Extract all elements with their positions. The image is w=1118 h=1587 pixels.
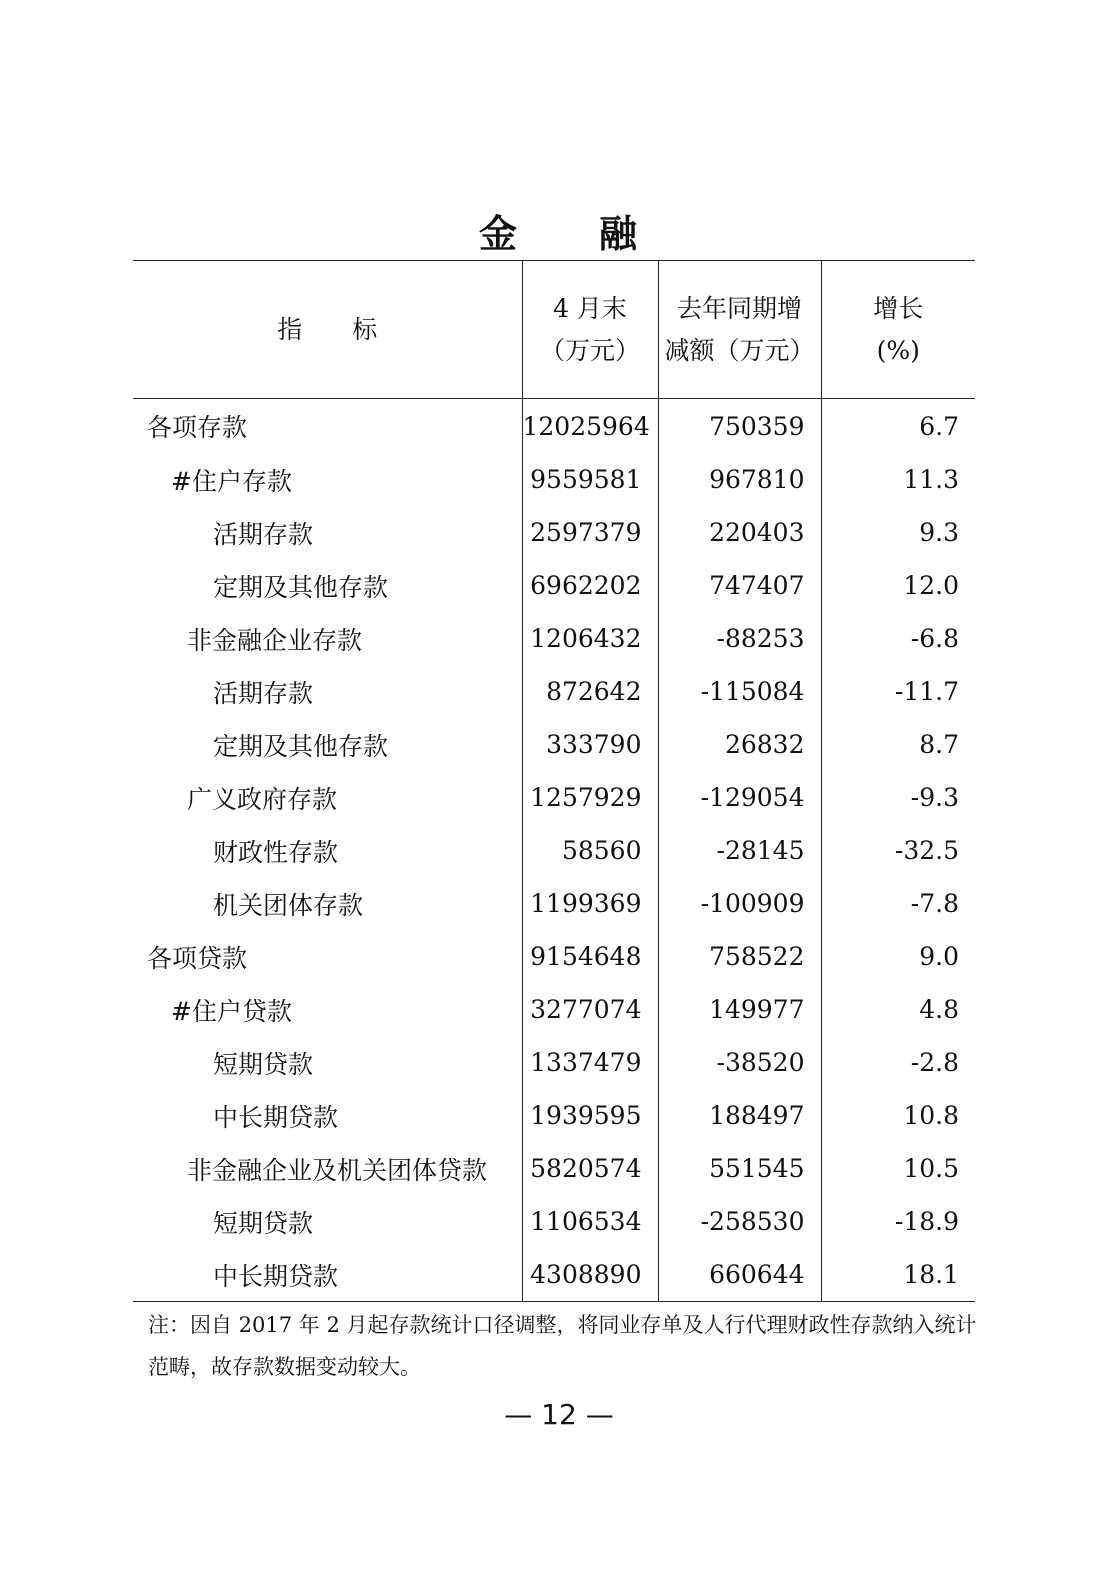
row-label: 中长期贷款 bbox=[213, 1102, 339, 1132]
page-title: 金 融 bbox=[478, 212, 639, 257]
row-label: 非金融企业及机关团体贷款 bbox=[187, 1155, 488, 1185]
row-label: 财政性存款 bbox=[213, 837, 339, 867]
header-change-line2: 减额（万元） bbox=[664, 335, 815, 365]
row-growth: -2.8 bbox=[821, 1036, 975, 1089]
header-value-line1: 4 月末 bbox=[553, 293, 627, 323]
header-growth bbox=[821, 261, 975, 399]
row-label: 短期贷款 bbox=[213, 1208, 314, 1238]
row-value: 6962202 bbox=[522, 559, 658, 612]
row-change: 220403 bbox=[658, 506, 821, 559]
row-label: 广义政府存款 bbox=[187, 784, 338, 814]
row-value: 12025964 bbox=[522, 399, 658, 454]
row-value: 58560 bbox=[522, 824, 658, 877]
table-row bbox=[133, 983, 975, 1036]
row-growth: 9.0 bbox=[821, 930, 975, 983]
row-growth: -6.8 bbox=[821, 612, 975, 665]
row-label: 短期贷款 bbox=[213, 1049, 314, 1079]
table-header-row bbox=[133, 261, 975, 399]
row-growth: 12.0 bbox=[821, 559, 975, 612]
row-label: 活期存款 bbox=[213, 678, 314, 708]
row-label: 各项贷款 bbox=[147, 943, 248, 973]
table-row bbox=[133, 1036, 975, 1089]
row-change: -38520 bbox=[658, 1036, 821, 1089]
row-value: 4308890 bbox=[522, 1248, 658, 1302]
row-change: 967810 bbox=[658, 453, 821, 506]
table-row bbox=[133, 877, 975, 930]
row-growth: 18.1 bbox=[821, 1248, 975, 1302]
row-label: #住户存款 bbox=[171, 466, 292, 496]
table-row bbox=[133, 453, 975, 506]
row-change: -100909 bbox=[658, 877, 821, 930]
row-change: 551545 bbox=[658, 1142, 821, 1195]
row-growth: -9.3 bbox=[821, 771, 975, 824]
table-body bbox=[133, 399, 975, 1302]
row-change: 149977 bbox=[658, 983, 821, 1036]
row-label: 非金融企业存款 bbox=[187, 625, 363, 655]
row-value: 333790 bbox=[522, 718, 658, 771]
row-label: 各项存款 bbox=[147, 413, 248, 442]
row-label: 活期存款 bbox=[213, 519, 314, 549]
header-value-line2: （万元） bbox=[539, 335, 640, 365]
table-row bbox=[133, 771, 975, 824]
row-value: 1199369 bbox=[522, 877, 658, 930]
header-change bbox=[658, 261, 821, 399]
header-change-line1: 去年同期增 bbox=[676, 293, 802, 323]
row-value: 1257929 bbox=[522, 771, 658, 824]
row-growth: -11.7 bbox=[821, 665, 975, 718]
row-value: 1206432 bbox=[522, 612, 658, 665]
table-row bbox=[133, 665, 975, 718]
row-change: 758522 bbox=[658, 930, 821, 983]
header-indicator bbox=[133, 261, 522, 399]
row-change: 750359 bbox=[658, 399, 821, 454]
row-value: 1337479 bbox=[522, 1036, 658, 1089]
row-label: 中长期贷款 bbox=[133, 1248, 522, 1302]
table-row bbox=[133, 506, 975, 559]
header-growth-line2: (%) bbox=[876, 335, 920, 365]
row-label: 定期及其他存款 bbox=[213, 572, 389, 602]
row-label: 定期及其他存款 bbox=[213, 731, 389, 761]
footnote: 注：因自 2017 年 2 月起存款统计口径调整，将同业存单及人行代理财政性存款纳入统计范畴，故存款数据变动较大。 bbox=[148, 1313, 977, 1379]
row-growth: -32.5 bbox=[821, 824, 975, 877]
table-row bbox=[133, 1142, 975, 1195]
table-row bbox=[133, 930, 975, 983]
row-growth: 11.3 bbox=[821, 453, 975, 506]
row-value: 872642 bbox=[522, 665, 658, 718]
table-row bbox=[133, 824, 975, 877]
page-number: — 12 — bbox=[504, 1398, 614, 1431]
row-value: 1939595 bbox=[522, 1089, 658, 1142]
table-row bbox=[133, 612, 975, 665]
table-row bbox=[133, 1089, 975, 1142]
row-change: 188497 bbox=[658, 1089, 821, 1142]
row-growth: -18.9 bbox=[821, 1195, 975, 1248]
row-growth: 10.5 bbox=[821, 1142, 975, 1195]
table-row bbox=[133, 399, 975, 454]
row-growth: 10.8 bbox=[821, 1089, 975, 1142]
row-change: 26832 bbox=[658, 718, 821, 771]
row-growth: 6.7 bbox=[821, 399, 975, 454]
header-growth-line1: 增长 bbox=[873, 293, 924, 323]
row-growth: 8.7 bbox=[821, 718, 975, 771]
row-value: 2597379 bbox=[522, 506, 658, 559]
row-change: 660644 bbox=[658, 1248, 821, 1302]
row-change: -28145 bbox=[658, 824, 821, 877]
row-growth: 9.3 bbox=[821, 506, 975, 559]
row-growth: 4.8 bbox=[821, 983, 975, 1036]
table-row bbox=[133, 718, 975, 771]
row-change: -129054 bbox=[658, 771, 821, 824]
header-value bbox=[522, 261, 658, 399]
row-label: 机关团体存款 bbox=[213, 890, 364, 920]
row-change: -115084 bbox=[658, 665, 821, 718]
row-value: 1106534 bbox=[522, 1195, 658, 1248]
row-value: 5820574 bbox=[522, 1142, 658, 1195]
row-value: 3277074 bbox=[522, 983, 658, 1036]
row-change: -88253 bbox=[658, 612, 821, 665]
finance-table bbox=[133, 260, 975, 1302]
row-change: -258530 bbox=[658, 1195, 821, 1248]
table-row bbox=[133, 1248, 975, 1302]
row-value: 9154648 bbox=[522, 930, 658, 983]
row-growth: -7.8 bbox=[821, 877, 975, 930]
header-indicator-label: 指 标 bbox=[277, 314, 378, 344]
row-change: 747407 bbox=[658, 559, 821, 612]
table-row bbox=[133, 1195, 975, 1248]
row-value: 9559581 bbox=[522, 453, 658, 506]
row-label: #住户贷款 bbox=[171, 996, 292, 1026]
table-row bbox=[133, 559, 975, 612]
